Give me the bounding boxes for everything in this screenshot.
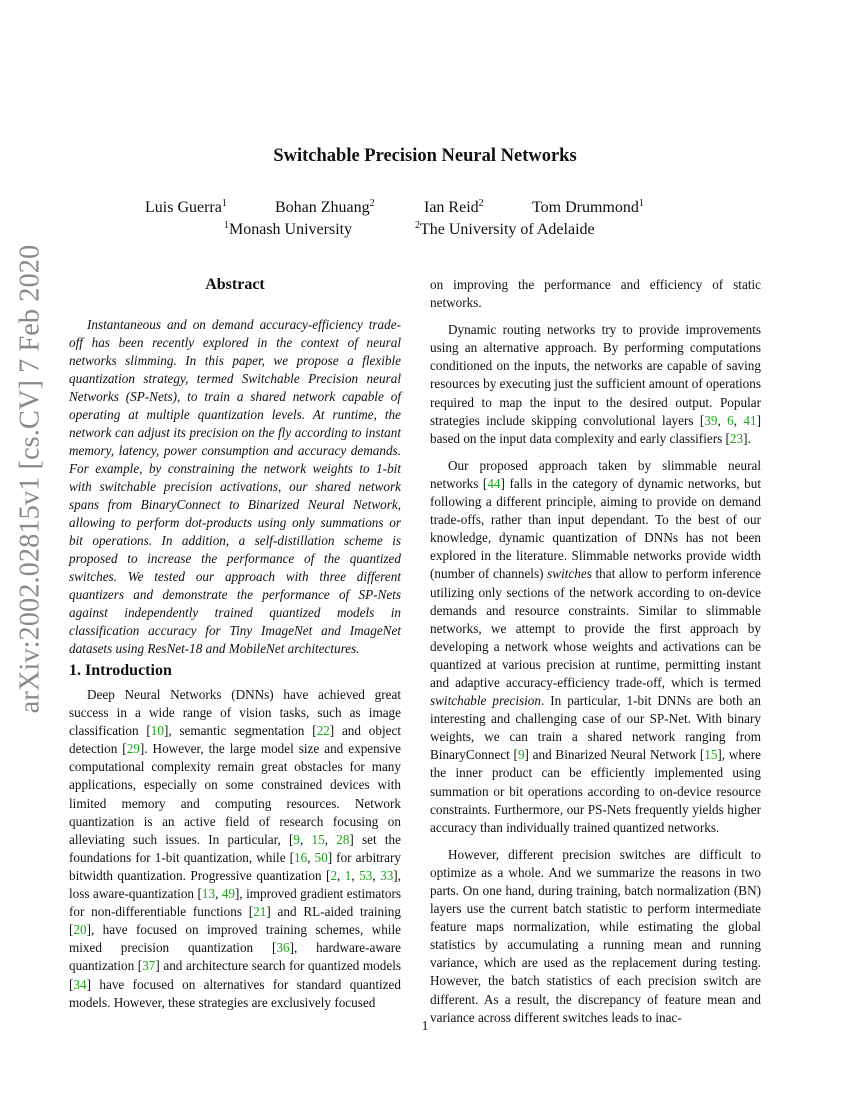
citation-link[interactable]: 13	[201, 886, 216, 902]
citation-link[interactable]: 22	[316, 723, 330, 739]
arxiv-stamp	[2, 244, 58, 714]
affiliation: $^2$The University of Adelaide	[415, 220, 595, 238]
citation-link[interactable]: 28	[336, 831, 350, 847]
intro-paragraph: Deep Neural Networks (DNNs) have achieved great success in a wide range of vision tasks, such as image classification [10], semantic segmentation [22] and object detection [29]. However, the large model size and expensive computational complexity remain great obstacles for many applications, especially on some constrained devices with limited memory and computing resources. Network quantization is an active field of research focusing on alleviating such issues. In particular, [9, 15, 28] set the foundations for 1-bit quantization, while [16, 50] for arbitrary bitwidth quantization. Progressive quantization [2, 1, 53, 33], loss aware-quantization [13, 49], improved gradient estimators for non-differentiable functions [21] and RL-aided training [20], have focused on improved training schemes, while mixed precision quantization [36], hardware-aware quantization [37] and architecture search for quantized models [34] have focused on alternatives for standard quantized models. However, these strategies are exclusively focused	[69, 687, 402, 1010]
right-column	[430, 276, 761, 1036]
body-paragraph: Dynamic routing networks try to provide improvements using an alternative approach. By performing computations conditioned on the inputs, the networks are capable of saving resources by executing just the sufficient amount of operations required to map the input to the desired output. Popular strategies include skipping convolutional layers [39, 6, 41] based on the input data complexity and early classifiers [23].	[430, 322, 762, 446]
citation-link[interactable]: 20	[73, 922, 87, 938]
left-column	[69, 686, 401, 1021]
citation-link[interactable]: 2	[330, 867, 338, 883]
citation-link[interactable]: 29	[126, 741, 140, 757]
citation-link[interactable]: 10	[150, 723, 164, 739]
author: Bohan Zhuang$^2$	[275, 198, 375, 216]
author: Tom Drummond$^1$	[532, 198, 644, 216]
author: Luis Guerra$^1$	[145, 198, 227, 216]
citation-link[interactable]: 39	[704, 412, 718, 428]
citation-link[interactable]: 49	[221, 886, 235, 902]
emphasis: switchable precision	[430, 693, 541, 709]
body-paragraph: on improving the performance and efficiency of static networks.	[430, 277, 761, 311]
paper-title: Switchable Precision Neural Networks	[273, 146, 577, 166]
citation-link[interactable]: 15	[311, 831, 325, 847]
citation-link[interactable]: 15	[704, 747, 718, 763]
abstract-heading: Abstract	[205, 276, 265, 293]
citation-link[interactable]: 50	[314, 849, 328, 865]
citation-link[interactable]: 44	[487, 475, 501, 491]
affiliation: $^1$Monash University	[224, 220, 353, 238]
body-paragraph: However, different precision switches are difficult to optimize as a whole. And we summarize the reasons in two parts. On one hand, during training, batch normalization (BN) layers use the current batch statistic to perform intermediate feature maps normalization, while estimating the global statistics by accumulating a running mean and running variance, which are used as the replacement during testing. However, the batch statistics of each precision switch are different. As a result, the discrepancy of feature mean and variance across different switches leads to inac-	[430, 846, 761, 1025]
abstract-paragraph: Instantaneous and on demand accuracy-efficiency trade-off has been recently explored in the context of neural networks slimming. In this paper, we propose a flexible quantization strategy, termed Switchable Precision neural Networks (SP-Nets), to train a shared network capable of operating at multiple quantization levels. At runtime, the network can adjust its precision on the fly according to instant memory, latency, power consumption and accuracy demands. For example, by constraining the network weights to 1-bit with switchable precision activations, our shared network spans from BinaryConnect to Binarized Neural Network, allowing to perform dot-products using only summations or bit operations. In addition, a self-distillation scheme is proposed to increase the performance of the quantized switches. We tested our approach with three different quantizers and demonstrate the performance of SP-Nets against independently trained quantized models in classification accuracy for Tiny ImageNet and ImageNet datasets using ResNet-18 and MobileNet architectures.	[69, 317, 401, 656]
citation-link[interactable]: 16	[294, 849, 308, 865]
citation-link[interactable]: 36	[276, 940, 290, 956]
citation-link[interactable]: 34	[73, 976, 87, 992]
citation-link[interactable]: 6	[727, 412, 734, 428]
citation-link[interactable]: 9	[517, 747, 525, 763]
arxiv-stamp-text: arXiv:2002.02815v1 [cs.CV] 7 Feb 2020	[14, 244, 45, 714]
citation-link[interactable]: 9	[293, 831, 300, 847]
citation-link[interactable]: 1	[344, 867, 352, 883]
author: Ian Reid$^2$	[424, 198, 484, 216]
citation-link[interactable]: 21	[253, 904, 267, 920]
section-heading: 1. Introduction	[69, 662, 172, 679]
citation-link[interactable]: 23	[729, 430, 744, 446]
page-number: 1	[421, 1018, 429, 1033]
emphasis: switches	[547, 566, 592, 582]
citation-link[interactable]: 53	[359, 867, 373, 883]
body-paragraph: Our proposed approach taken by slimmable neural networks [44] falls in the category of dynamic networks, but following a different principle, aiming to provide on demand trade-offs, rather than input dependant. To the best of our knowledge, dynamic quantization of DNNs has not been explored in the literature. Slimmable networks provide width (number of channels) switches that allow to perform inference utilizing only sections of the network according to on-device demands and resource constraints. Similar to slimmable networks, we attempt to provide the first approach by developing a network whose weights and activations can be quantized at various precision at runtime, permitting instant and adaptive accuracy-efficiency trade-off, which is termed switchable precision. In particular, 1-bit DNNs are both an interesting and challenging case of our SP-Net. With binary weights, we can train a shared network ranging from BinaryConnect [9] and Binarized Neural Network [15], where the inner product can be efficiently implemented using summation or bit operations according to on-device resource constraints. Furthermore, our PS-Nets frequently yields higher accuracy than individually trained quantized networks.	[430, 457, 762, 835]
abstract	[69, 316, 401, 658]
citation-link[interactable]: 41	[743, 412, 757, 428]
citation-link[interactable]: 33	[380, 867, 394, 883]
citation-link[interactable]: 37	[142, 958, 156, 974]
